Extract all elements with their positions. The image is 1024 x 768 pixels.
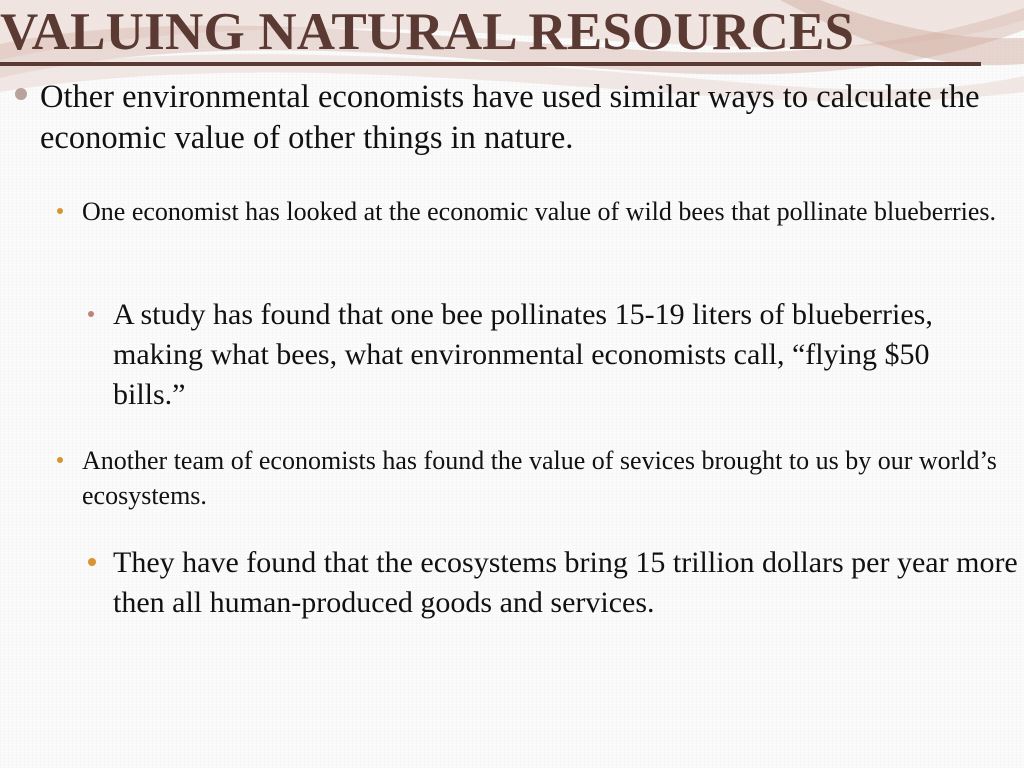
bullet-level-2: One economist has looked at the economic value of wild bees that pollinate blueberries. <box>82 197 997 226</box>
bullet-dot-icon <box>57 457 63 463</box>
slide-title: VALUING NATURAL RESOURCES <box>0 3 855 61</box>
bullet-level-3: A study has found that one bee pollinates 15-19 liters of blueberries, making what bees, what environmental economists call, “flying $50 bills.” <box>113 298 933 411</box>
bullet-dot-icon <box>88 311 94 317</box>
bullet-dot-icon <box>57 208 63 214</box>
bullet-level-1: Other environmental economists have used similar ways to calculate the economic value of other things in nature. <box>40 79 980 156</box>
bullet-dot-icon <box>88 558 96 566</box>
bullet-level-2: Another team of economists has found the value of sevices brought to us by our world’s ecosystems. <box>82 446 997 510</box>
bullet-level-3: They have found that the ecosystems bring 15 trillion dollars per year more then all human-produced goods and services. <box>113 546 1018 619</box>
bullet-dot-icon <box>15 88 27 100</box>
